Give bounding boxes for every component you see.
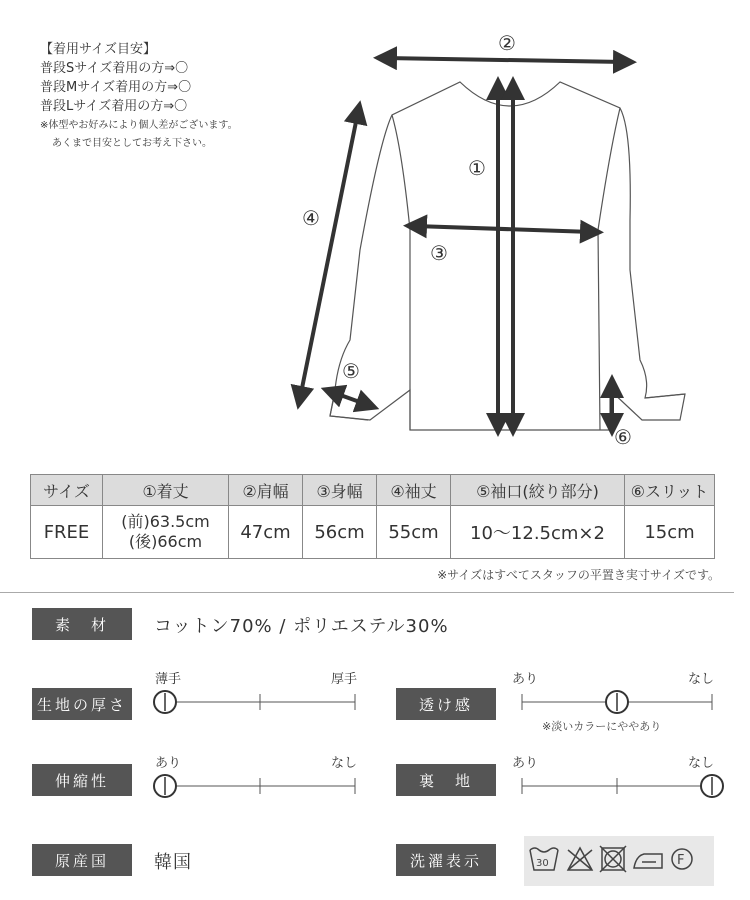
header-length: ①着丈	[103, 475, 229, 506]
stretch-left-label: あり	[155, 756, 182, 771]
no-tumble-dry-icon	[600, 846, 626, 872]
cell-body: 56cm	[303, 506, 377, 559]
header-slit: ⑥スリット	[625, 475, 715, 506]
cell-shoulder: 47cm	[229, 506, 303, 559]
cell-length-back: (後)66cm	[128, 532, 203, 551]
diagram-markers	[302, 31, 632, 449]
size-table-header-row	[31, 475, 715, 506]
sheerness-track	[512, 688, 714, 718]
size-table-note: ※サイズはすべてスタッフの平置き実寸サイズです。	[437, 568, 720, 582]
material-label: 素 材	[32, 608, 132, 640]
sheerness-label: 透け感	[396, 688, 496, 720]
no-bleach-icon	[568, 848, 592, 870]
wash-30-icon	[530, 848, 558, 870]
fit-guide-line-m: 普段Mサイズ着用の方⇒〇	[40, 80, 192, 95]
lining-right-label: なし	[687, 756, 714, 771]
divider	[0, 592, 734, 593]
marker-3: ③	[430, 241, 448, 265]
marker-6: ⑥	[614, 425, 632, 449]
fit-guide-title: 【着用サイズ目安】	[40, 42, 156, 57]
fit-guide-line-l: 普段Lサイズ着用の方⇒〇	[40, 99, 188, 114]
dry-clean-f-icon	[672, 849, 692, 869]
care-symbols-svg	[524, 836, 714, 886]
stretch-track	[155, 772, 357, 802]
fit-guide-note-2: あくまで目安としてお考え下さい。	[52, 138, 212, 149]
origin-label: 原産国	[32, 844, 132, 876]
thickness-scale	[155, 668, 357, 708]
lining-track	[512, 772, 714, 802]
stretch-right-label: なし	[330, 756, 357, 771]
cell-size: FREE	[31, 506, 103, 559]
marker-5: ⑤	[342, 359, 360, 383]
cell-length-front: (前)63.5cm	[121, 512, 210, 531]
origin-value: 韓国	[154, 852, 192, 873]
sheerness-right-label: なし	[687, 672, 714, 687]
marker-1: ①	[468, 156, 486, 180]
garment-outline	[330, 82, 685, 430]
sheerness-left-label: あり	[512, 672, 539, 687]
cell-length	[103, 506, 229, 559]
fit-guide-line-s: 普段Sサイズ着用の方⇒〇	[40, 61, 189, 76]
cell-sleeve: 55cm	[377, 506, 451, 559]
stretch-label: 伸縮性	[32, 764, 132, 796]
fit-guide	[40, 40, 238, 153]
cell-cuff: 10〜12.5cm×2	[451, 506, 625, 559]
garment-diagram	[280, 20, 700, 460]
material-value: コットン70% / ポリエステル30%	[154, 616, 449, 637]
stretch-scale	[155, 752, 357, 792]
iron-low-icon	[634, 854, 662, 868]
sheerness-scale	[512, 668, 714, 733]
header-shoulder: ②肩幅	[229, 475, 303, 506]
header-sleeve: ④袖丈	[377, 475, 451, 506]
size-table-row	[31, 506, 715, 559]
cell-slit: 15cm	[625, 506, 715, 559]
lining-left-label: あり	[512, 756, 539, 771]
care-symbols	[524, 836, 714, 886]
size-table	[30, 474, 715, 559]
header-cuff: ⑤袖口(絞り部分)	[451, 475, 625, 506]
fit-guide-note: ※体型やお好みにより個人差がございます。	[40, 120, 238, 131]
thickness-label: 生地の厚さ	[32, 688, 132, 720]
marker-2: ②	[498, 31, 516, 55]
lining-label: 裏 地	[396, 764, 496, 796]
thickness-right-label: 厚手	[330, 672, 357, 687]
marker-4: ④	[302, 206, 320, 230]
lining-scale	[512, 752, 714, 792]
thickness-left-label: 薄手	[155, 672, 182, 687]
header-size: サイズ	[31, 475, 103, 506]
sheerness-note: ※淡いカラーにややあり	[542, 720, 662, 733]
thickness-track	[155, 688, 357, 718]
care-label: 洗濯表示	[396, 844, 496, 876]
header-body: ③身幅	[303, 475, 377, 506]
svg-text:F: F	[677, 853, 685, 868]
svg-text:30: 30	[536, 858, 549, 869]
